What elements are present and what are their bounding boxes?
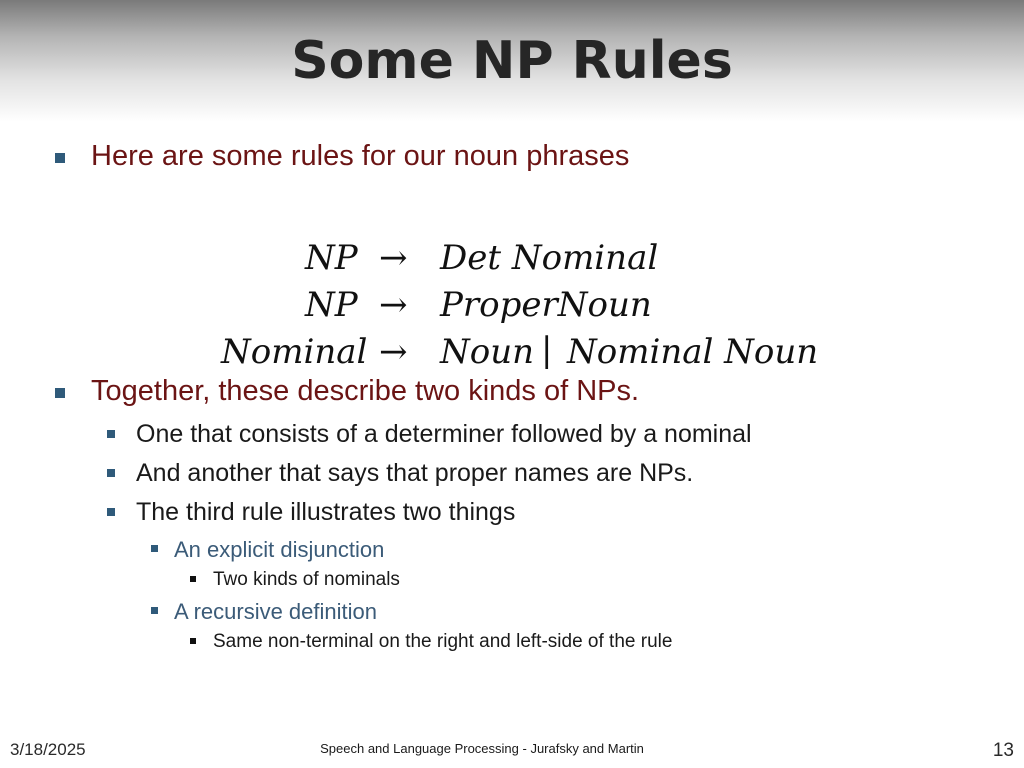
square-bullet-icon — [151, 607, 158, 614]
square-bullet-icon — [190, 576, 196, 582]
rule2-lhs: NP — [305, 285, 358, 325]
rule1-rhs: Det Nominal — [440, 238, 659, 278]
bullet-sub2: And another that says that proper names are NPs. — [136, 459, 694, 487]
bullet-sub3a: An explicit disjunction — [174, 537, 385, 562]
square-bullet-icon — [107, 508, 115, 516]
bullet-sub3b: A recursive definition — [174, 599, 377, 624]
bullet-sub3: The third rule illustrates two things — [136, 498, 516, 526]
bullet-together: Together, these describe two kinds of NPs. — [91, 375, 640, 407]
rule1-arrow: → — [379, 238, 408, 278]
bullet-sub3a-i: Two kinds of nominals — [213, 569, 400, 590]
rule3-bar: | — [541, 330, 553, 370]
square-bullet-icon — [55, 153, 65, 163]
footer-date: 3/18/2025 — [10, 740, 86, 759]
bullet-sub3b-i: Same non-terminal on the right and left-side of the rule — [213, 631, 673, 652]
rule3-rhs-b: Nominal Noun — [567, 332, 819, 372]
square-bullet-icon — [107, 469, 115, 477]
rule3-rhs-a: Noun — [440, 332, 535, 372]
bullet-sub1: One that consists of a determiner followed by a nominal — [136, 420, 752, 448]
rule2-rhs: ProperNoun — [440, 285, 652, 325]
square-bullet-icon — [190, 638, 196, 644]
rule1-lhs: NP — [305, 238, 358, 278]
page-number: 13 — [992, 740, 1014, 761]
bullet-intro: Here are some rules for our noun phrases — [91, 140, 630, 172]
footer-center: Speech and Language Processing - Jurafsky and Martin — [320, 741, 644, 756]
rule3-arrow: → — [379, 332, 408, 372]
grammar-rules — [215, 234, 819, 384]
slide-title: Some NP Rules — [291, 31, 733, 91]
square-bullet-icon — [55, 388, 65, 398]
square-bullet-icon — [107, 430, 115, 438]
square-bullet-icon — [151, 545, 158, 552]
rule2-arrow: → — [379, 285, 408, 325]
rule3-lhs: Nominal — [221, 332, 368, 372]
